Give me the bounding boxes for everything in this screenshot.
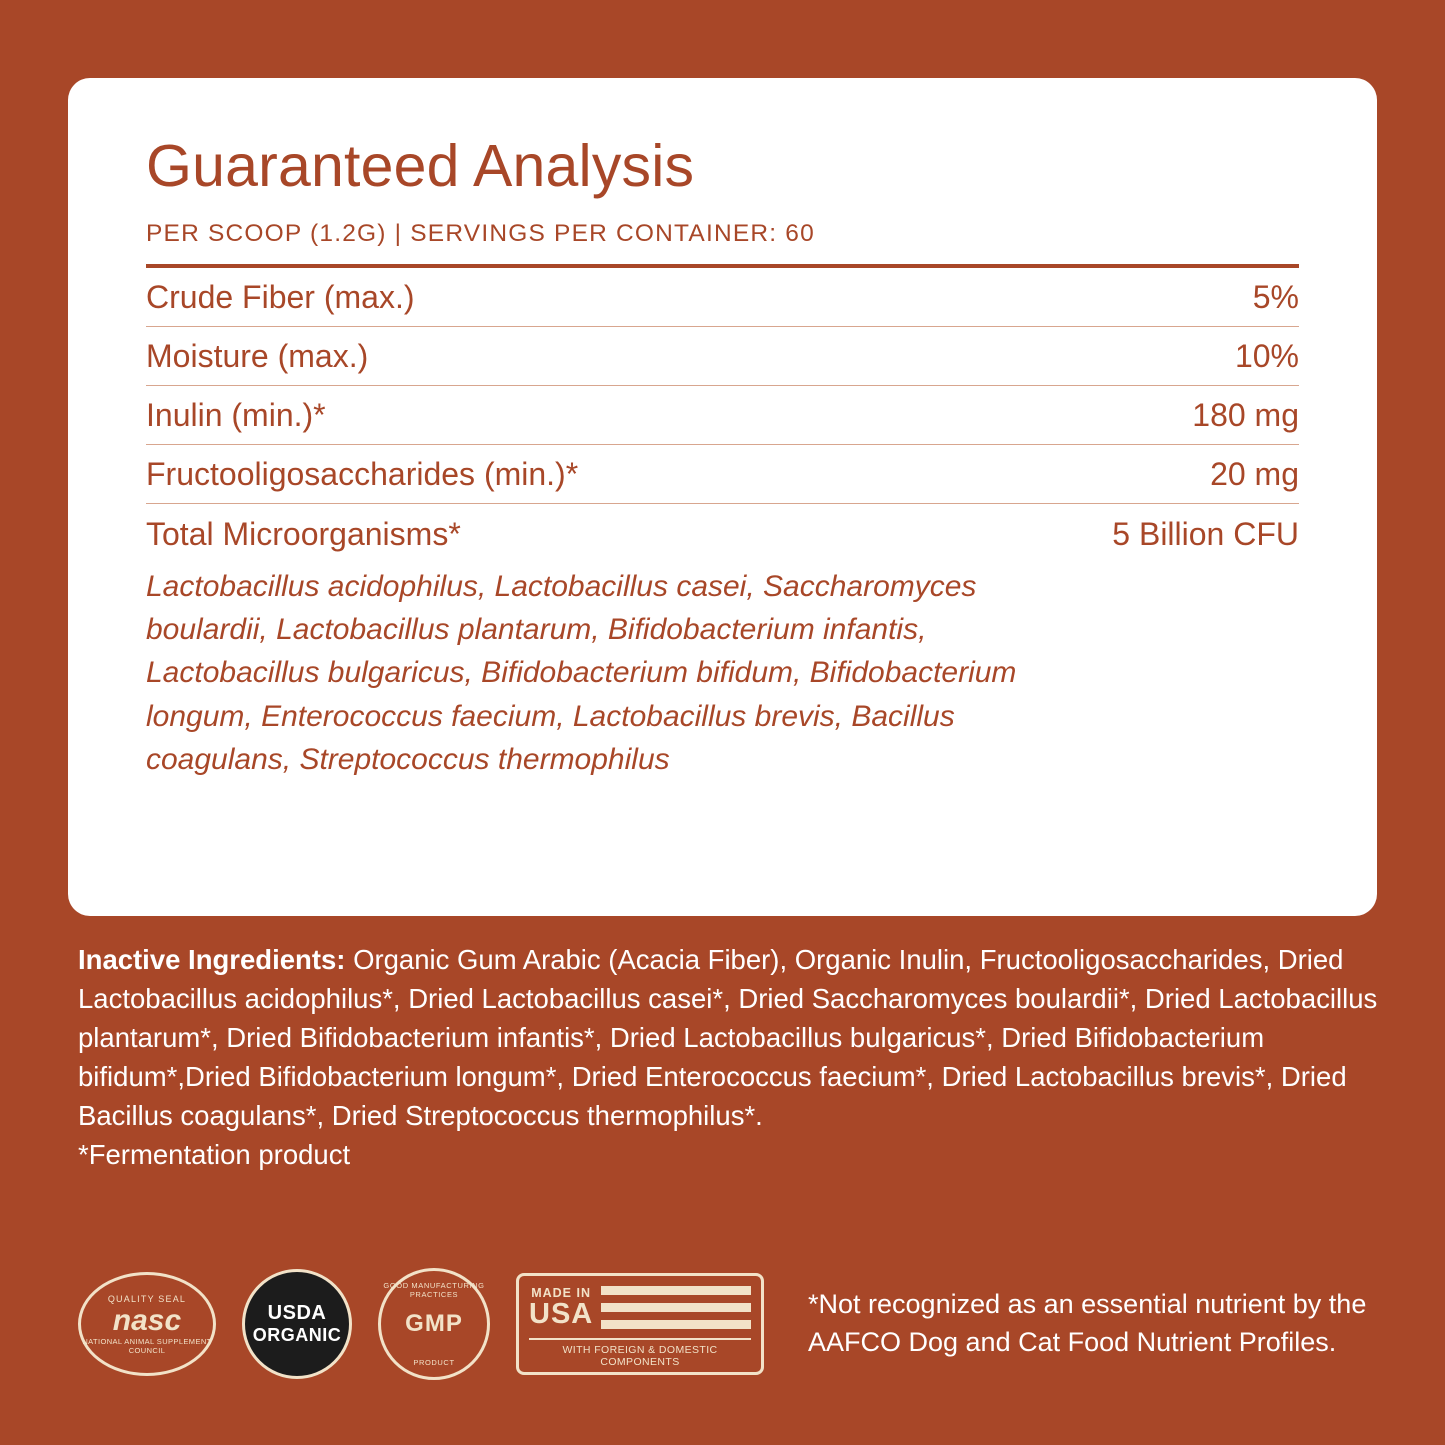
fermentation-footnote: *Fermentation product bbox=[78, 1139, 351, 1171]
aafco-disclaimer: *Not recognized as an essential nutrient by the AAFCO Dog and Cat Food Nutrient Profiles. bbox=[808, 1289, 1367, 1357]
nutrient-name: Total Microorganisms* bbox=[146, 515, 461, 552]
table-row bbox=[146, 327, 1299, 386]
gmp-seal-bottom-text: PRODUCT bbox=[413, 1358, 455, 1367]
made-in-usa-country-label: USA bbox=[529, 1297, 594, 1330]
nasc-seal-bottom-text: NATIONAL ANIMAL SUPPLEMENT COUNCIL bbox=[82, 1336, 212, 1355]
flag-stripes-icon bbox=[601, 1282, 751, 1333]
table-row bbox=[146, 386, 1299, 445]
usda-seal-line1: USDA bbox=[267, 1302, 327, 1324]
nutrient-value: 5% bbox=[1252, 278, 1299, 315]
nasc-seal-top-text: QUALITY SEAL bbox=[107, 1293, 187, 1304]
made-in-usa-text bbox=[529, 1286, 601, 1329]
made-in-usa-top bbox=[529, 1282, 751, 1333]
nasc-seal-mark: nasc bbox=[112, 1303, 182, 1337]
nasc-seal-icon bbox=[78, 1272, 216, 1376]
serving-subtitle: PER SCOOP (1.2G) | SERVINGS PER CONTAINER: 60 bbox=[146, 219, 815, 247]
nutrient-value: 20 mg bbox=[1210, 455, 1299, 492]
guaranteed-analysis-panel bbox=[68, 78, 1377, 916]
inactive-ingredients bbox=[78, 940, 1378, 1174]
nutrient-value: 10% bbox=[1234, 337, 1299, 374]
table-row bbox=[146, 504, 1299, 563]
inactive-ingredients-text: Organic Gum Arabic (Acacia Fiber), Organic Inulin, Fructooligosaccharides, Dried Lactobacillus acidophilus*, Dried Lactobacillus casei*, Dried Saccharomyces boulardii*, Dried Lactobacillus plantarum*, Dried Bifidobacterium infantis*, Dried Lactobacillus bulgaricus*, Dried Bifidobacterium bifidum*,Dried Bifidobacterium longum*, Dried Enterococcus faecium*, Dried Lactobacillus brevis*, Dried Bacillus coagulans*, Dried Streptococcus thermophilus*. bbox=[78, 944, 1378, 1132]
nutrient-name: Inulin (min.)* bbox=[146, 396, 326, 433]
gmp-seal-mark: GMP bbox=[405, 1310, 463, 1337]
nutrient-value: 180 mg bbox=[1192, 396, 1299, 433]
inactive-ingredients-label: Inactive Ingredients: bbox=[78, 944, 346, 975]
usda-organic-seal-icon bbox=[242, 1269, 352, 1379]
nutrient-name: Moisture (max.) bbox=[146, 337, 369, 374]
certification-seals bbox=[78, 1268, 1378, 1380]
nutrient-name: Fructooligosaccharides (min.)* bbox=[146, 455, 579, 492]
nutrient-name: Crude Fiber (max.) bbox=[146, 278, 415, 315]
made-in-usa-seal-icon bbox=[516, 1273, 764, 1375]
page-title: Guaranteed Analysis bbox=[146, 133, 695, 199]
table-row bbox=[146, 268, 1299, 327]
microorganism-strain-list: Lactobacillus acidophilus, Lactobacillus casei, Saccharomyces boulardii, Lactobacillus plantarum, Bifidobacterium infantis, Lactobacillus bulgaricus, Bifidobacterium bifidum, Bifidobacterium longum, Enterococcus faecium, Lactobacillus brevis, Bacillus coagulans, Streptococcus thermophilus bbox=[146, 569, 1017, 776]
usda-seal-line2: ORGANIC bbox=[252, 1325, 342, 1345]
table-row bbox=[146, 445, 1299, 504]
gmp-seal-top-text: GOOD MANUFACTURING PRACTICES bbox=[383, 1281, 485, 1299]
gmp-seal-icon bbox=[378, 1268, 490, 1380]
nutrient-value: 5 Billion CFU bbox=[1112, 515, 1299, 552]
made-in-usa-made-label: MADE IN bbox=[531, 1285, 591, 1300]
made-in-usa-note: WITH FOREIGN & DOMESTIC COMPONENTS bbox=[529, 1338, 751, 1368]
